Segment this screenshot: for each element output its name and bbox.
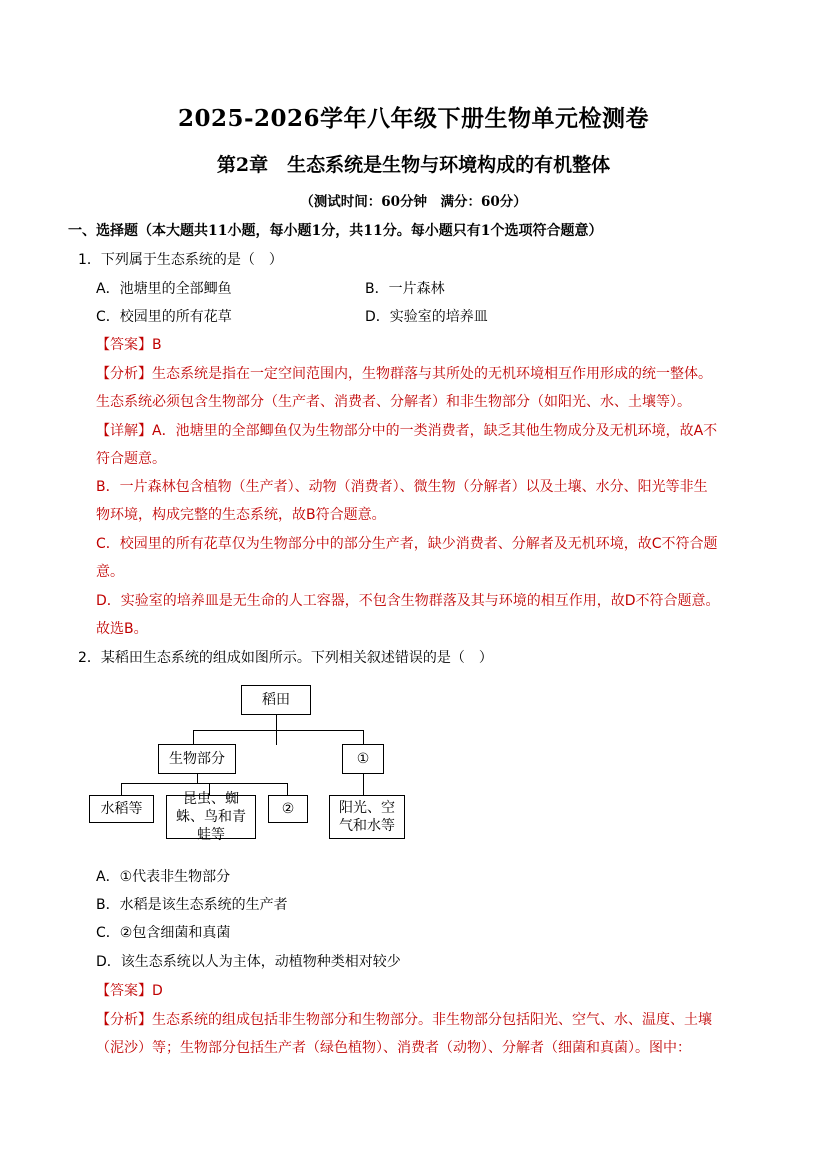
q1-option-a: A．池塘里的全部鲫鱼 [96, 281, 232, 297]
q2-option-a: A．①代表非生物部分 [96, 869, 231, 885]
q2-option-d: D．该生态系统以人为主体，动植物种类相对较少 [96, 954, 401, 970]
q1-analysis-line: 【分析】生态系统是指在一定空间范围内，生物群落与其所处的无机环境相互作用形成的统一整体。 [96, 366, 712, 382]
connector [363, 774, 364, 795]
connector [193, 730, 363, 731]
q1-option-c: C．校园里的所有花草 [96, 309, 232, 325]
exam-meta: （测试时间：60分钟 满分：60分） [300, 194, 527, 210]
connector [287, 783, 288, 795]
q1-detail-line: 故选B。 [96, 621, 148, 637]
q1-detail-line: 物环境，构成完整的生态系统，故B符合题意。 [96, 507, 386, 523]
q2-analysis-line: （泥沙）等；生物部分包括生产者（绿色植物）、消费者（动物）、分解者（细菌和真菌）。图中： [96, 1040, 691, 1056]
diagram-decomposer-box: ② [268, 795, 308, 823]
diagram-bio-box: 生物部分 [158, 744, 236, 774]
connector [121, 783, 122, 795]
q1-answer: 【答案】B [96, 337, 162, 353]
section-heading: 一、选择题（本大题共11小题，每小题1分，共11分。每小题只有1个选项符合题意） [68, 223, 603, 239]
q2-analysis-line: 【分析】生态系统的组成包括非生物部分和生物部分。非生物部分包括阳光、空气、水、温度、土壤 [96, 1012, 712, 1028]
q1-option-d: D．实验室的培养皿 [365, 309, 488, 325]
connector [363, 730, 364, 744]
diagram-consumer-box: 昆虫、蜘蛛、鸟和青蛙等 [166, 795, 256, 839]
q2-option-c: C．②包含细菌和真菌 [96, 925, 231, 941]
chapter-title: 第2章 生态系统是生物与环境构成的有机整体 [216, 154, 611, 176]
q1-option-b: B．一片森林 [365, 281, 445, 297]
q1-detail-line: 符合题意。 [96, 451, 166, 467]
diagram-nonbio-box: ① [342, 744, 384, 774]
diagram-producer-box: 水稻等 [89, 795, 154, 823]
q1-detail-line: 意。 [96, 564, 124, 580]
q2-stem: 2．某稻田生态系统的组成如图所示。下列相关叙述错误的是（ ） [78, 650, 493, 666]
connector [121, 783, 287, 784]
q1-detail-line: C．校园里的所有花草仅为生物部分中的部分生产者，缺少消费者、分解者及无机环境，故C不符合题 [96, 536, 718, 552]
q1-detail-line: D．实验室的培养皿是无生命的人工容器，不包含生物群落及其与环境的相互作用，故D不符合题意。 [96, 593, 720, 609]
diagram-abiotic-box: 阳光、空气和水等 [329, 795, 405, 839]
connector [193, 730, 194, 744]
q2-answer: 【答案】D [96, 983, 163, 999]
q1-detail-line: 【详解】A．池塘里的全部鲫鱼仅为生物部分中的一类消费者，缺乏其他生物成分及无机环境，故A不 [96, 423, 718, 439]
page-title: 2025-2026学年八年级下册生物单元检测卷 [177, 105, 650, 132]
q2-option-b: B．水稻是该生态系统的生产者 [96, 897, 288, 913]
q1-analysis-line: 生态系统必须包含生物部分（生产者、消费者、分解者）和非生物部分（如阳光、水、土壤等）。 [96, 394, 691, 410]
connector [197, 774, 198, 783]
diagram-root-box: 稻田 [241, 685, 311, 715]
q1-stem: 1．下列属于生态系统的是（ ） [78, 252, 283, 268]
q1-detail-line: B．一片森林包含植物（生产者）、动物（消费者）、微生物（分解者）以及土壤、水分、阳光等非生 [96, 479, 708, 495]
